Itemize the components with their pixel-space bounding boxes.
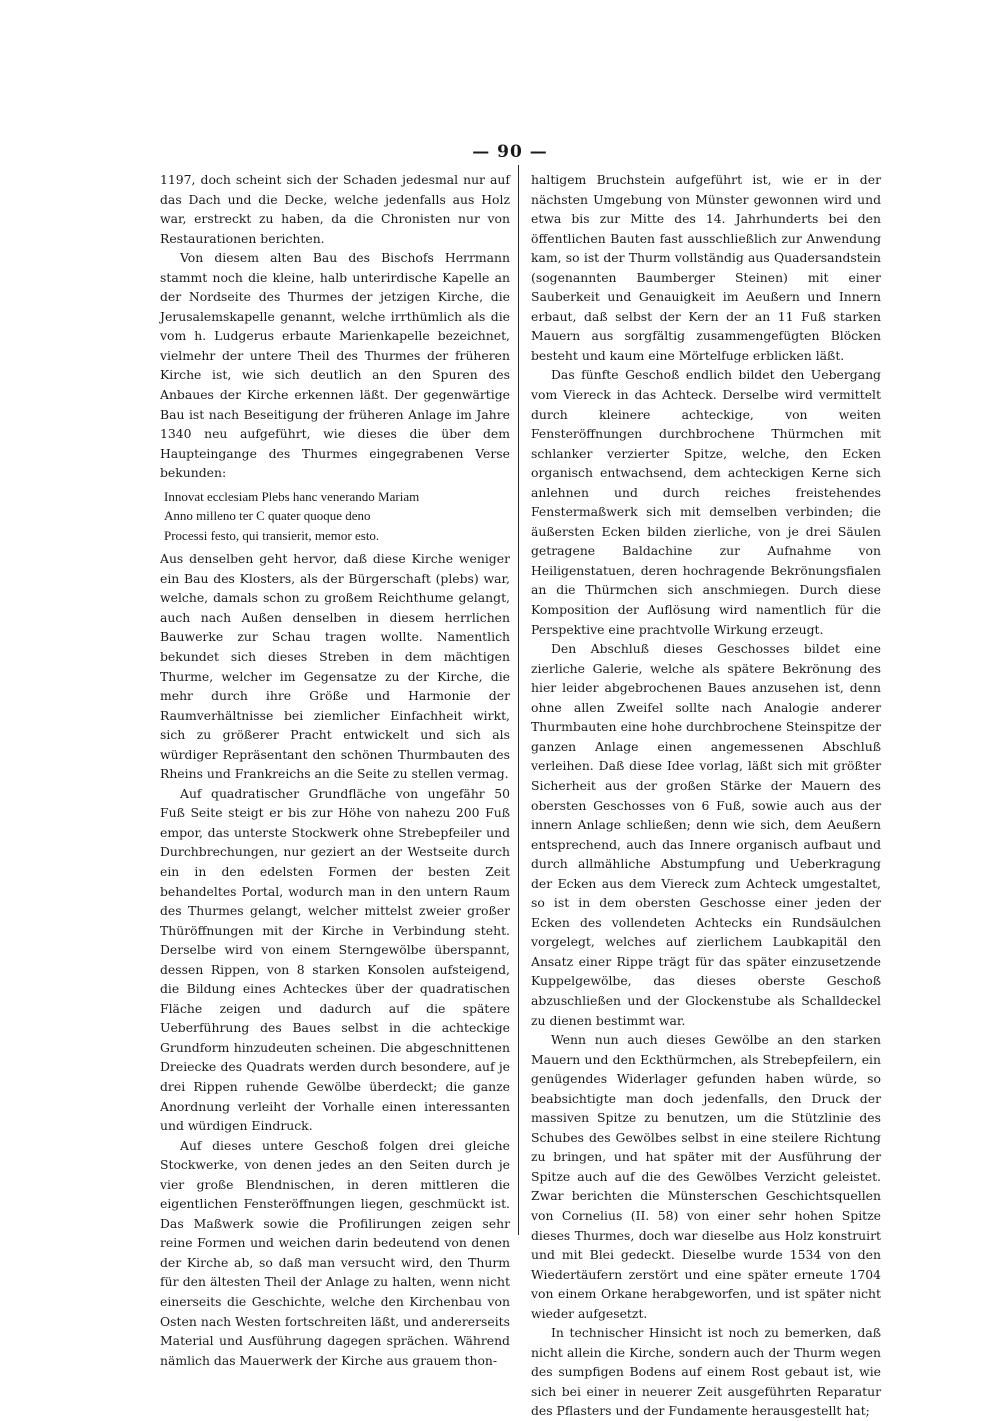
column-divider [518,165,519,1235]
paragraph: Aus denselben geht hervor, daß diese Kirche weniger ein Bau des Klosters, als der Bürgerschaft (plebs) war, welche, damals schon zu großem Reichthume gelangt, auch nach Außen denselben in diesem herrlichen Bauwerke zur Schau tragen wollte. Namentlich bekundet sich dieses Streben in dem mächtigen Thurme, welcher im Gegensatze zu der Kirche, die mehr durch ihre Größe und Harmonie der Raumverhältnisse bei ziemlicher Einfachheit wirkt, sich zu größerer Pracht entwickelt und sich als würdiger Repräsentant den schönen Thurmbauten des Rheins und Frankreichs an die Seite zu stellen vermag. [160,551,510,782]
paragraph: Den Abschluß dieses Geschosses bildet eine zierliche Galerie, welche als spätere Bekrönung des hier leider abgebrochenen Baues anzusehen ist, denn ohne allen Zweifel sollte nach Analogie anderer Thurmbauten eine hohe durchbrochene Steinspitze der ganzen Anlage einen angemessenen Abschluß verleihen. Daß diese Idee vorlag, läßt sich mit größter Sicherheit aus der großen Stärke der Mauern des obersten Geschosses von 6 Fuß, sowie auch aus der innern Anlage schließen; denn wie sich, dem Aeußern entsprechend, auch das Innere organisch aufbaut und durch allmähliche Abstumpfung und Ueberkragung der Ecken aus dem Viereck zum Achteck umgestaltet, so ist in dem obersten Geschosse einer jeden der Ecken des vollendeten Achtecks ein Rundsäulchen vorgelegt, welches auf zierlichem Laubkapitäl den Ansatz einer Rippe trägt für das später einzusetzende Kuppelgewölbe, das dieses oberste Geschoß abzuschließen und der Glockenstube als Schalldeckel zu dienen bestimmt war. [531,641,881,1028]
page-number: — 90 — [472,142,548,162]
verse-line: Innovat ecclesiam Plebs hanc venerando Mariam [164,488,420,504]
paragraph: Von diesem alten Bau des Bischofs Herrmann stammt noch die kleine, halb unterirdische Kapelle an der Nordseite des Thurmes der jetzigen Kirche, die Jerusalemskapelle genannt, welche irrthümlich als die vom h. Ludgerus erbaute Marienkapelle bezeichnet, vielmehr der untere Theil des Thurmes der früheren Kirche ist, wie sich deutlich an den Spuren des Anbaues der Kirche erkennen läßt. Der gegenwärtige Bau ist nach Beseitigung der früheren Anlage im Jahre 1340 neu aufgeführt, wie dieses die über dem Haupteingange des Thurmes eingegrabenen Verse bekunden: [160,250,510,481]
paragraph: haltigem Bruchstein aufgeführt ist, wie er in der nächsten Umgebung von Münster gewonnen wird und etwa bis zur Mitte des 14. Jahrhunderts bei den öffentlichen Bauten fast ausschließlich zur Anwendung kam, so ist der Thurm vollständig aus Quadersandstein (sogenannten Baumberger Steinen) mit einer Sauberkeit und Genauigkeit im Aeußern und Innern erbaut, daß selbst der Kern der an 11 Fuß starken Mauern aus sorgfältig zusammengefügten Blöcken besteht und kaum eine Mörtelfuge erblicken läßt. [531,172,881,363]
paragraph: Das fünfte Geschoß endlich bildet den Uebergang vom Viereck in das Achteck. Derselbe wird vermittelt durch kleinere achteckige, von weiten Fensteröffnungen durchbrochene Thürmchen mit schlanker verzierter Spitze, welche, den Ecken organisch entwachsend, dem achteckigen Kerne sich anlehnen und durch reiches freistehendes Fenstermaßwerk sich mit demselben verbinden; die äußersten Ecken bilden zierliche, von je drei Säulen getragene Baldachine zur Aufnahme von Heiligenstatuen, deren hochragende Bekrönungsfialen an die Thürmchen sich anschmiegen. Durch diese Komposition der Auflösung wird namentlich für die Perspektive eine prachtvolle Wirkung erzeugt. [531,367,881,637]
paragraph: Auf quadratischer Grundfläche von ungefähr 50 Fuß Seite steigt er bis zur Höhe von nahezu 200 Fuß empor, das unterste Stockwerk ohne Strebepfeiler und Durchbrechungen, nur geziert an der Westseite durch ein in den edelsten Formen der besten Zeit behandeltes Portal, wodurch man in den untern Raum des Thurmes gelangt, welcher mittelst zweier großer Thüröffnungen mit der Kirche in Verbindung steht. Derselbe wird von einem Sterngewölbe überspannt, dessen Rippen, von 8 starken Konsolen aufsteigend, die Bildung eines Achteckes über der quadratischen Fläche zeigen und dadurch auf die spätere Ueberführung des Baues selbst in die achteckige Grundform hinzudeuten scheinen. Die abgeschnittenen Dreiecke des Quadrats werden durch besondere, auf je drei Rippen ruhende Gewölbe überdeckt; die ganze Anordnung verleiht der Vorhalle einen interessanten und würdigen Eindruck. [160,785,510,1134]
paragraph: Auf dieses untere Geschoß folgen drei gleiche Stockwerke, von denen jedes an den Seiten durch je vier große Blendnischen, in deren mittleren die eigentlichen Fensteröffnungen liegen, geschmückt ist. Das Maßwerk sowie die Profilirungen zeigen sehr reine Formen und weichen darin bedeutend von denen der Kirche ab, so daß man versucht wird, den Thurm für den ältesten Theil der Anlage zu halten, wenn nicht einerseits die Geschichte, welche den Kirchenbau von Osten nach Westen fortschreiten läßt, und andererseits Material und Ausführung dagegen sprächen. Während nämlich das Mauerwerk der Kirche aus grauem thon- [160,1137,510,1368]
paragraph: 1197, doch scheint sich der Schaden jedesmal nur auf das Dach und die Decke, welche jedenfalls aus Holz war, erstreckt zu haben, da die Chronisten nur von Restaurationen berichten. [160,172,510,246]
right-column [531,170,881,1421]
verse-line: Processi festo, qui transierit, memor esto. [164,527,380,543]
latin-verse [164,487,510,546]
verse-line: Anno milleno ter C quater quoque deno [164,508,371,524]
paragraph: Wenn nun auch dieses Gewölbe an den starken Mauern und den Eckthürmchen, als Strebepfeilern, ein genügendes Widerlager gefunden haben würde, so beabsichtigte man doch jedenfalls, den Druck der massiven Spitze zu benutzen, um die Stützlinie des Schubes des Gewölbes selbst in eine steilere Richtung zu bringen, und hat später mit der Ausführung der Spitze auch auf die des Gewölbes Verzicht geleistet. Zwar berichten die Münsterschen Geschichtsquellen von Cornelius (II. 58) von einer sehr hohen Spitze dieses Thurmes, doch war dieselbe aus Holz konstruirt und mit Blei gedeckt. Dieselbe wurde 1534 von den Wiedertäufern zerstört und eine später erneute 1704 von einem Orkane herabgeworfen, und ist später nicht wieder aufgesetzt. [531,1032,881,1321]
left-column [160,170,510,1370]
paragraph: In technischer Hinsicht ist noch zu bemerken, daß nicht allein die Kirche, sondern auch der Thurm wegen des sumpfigen Bodens auf einem Rost gebaut ist, wie sich bei einer in neuerer Zeit ausgeführten Reparatur des Pflasters und der Fundamente herausgestellt hat; [531,1325,881,1419]
